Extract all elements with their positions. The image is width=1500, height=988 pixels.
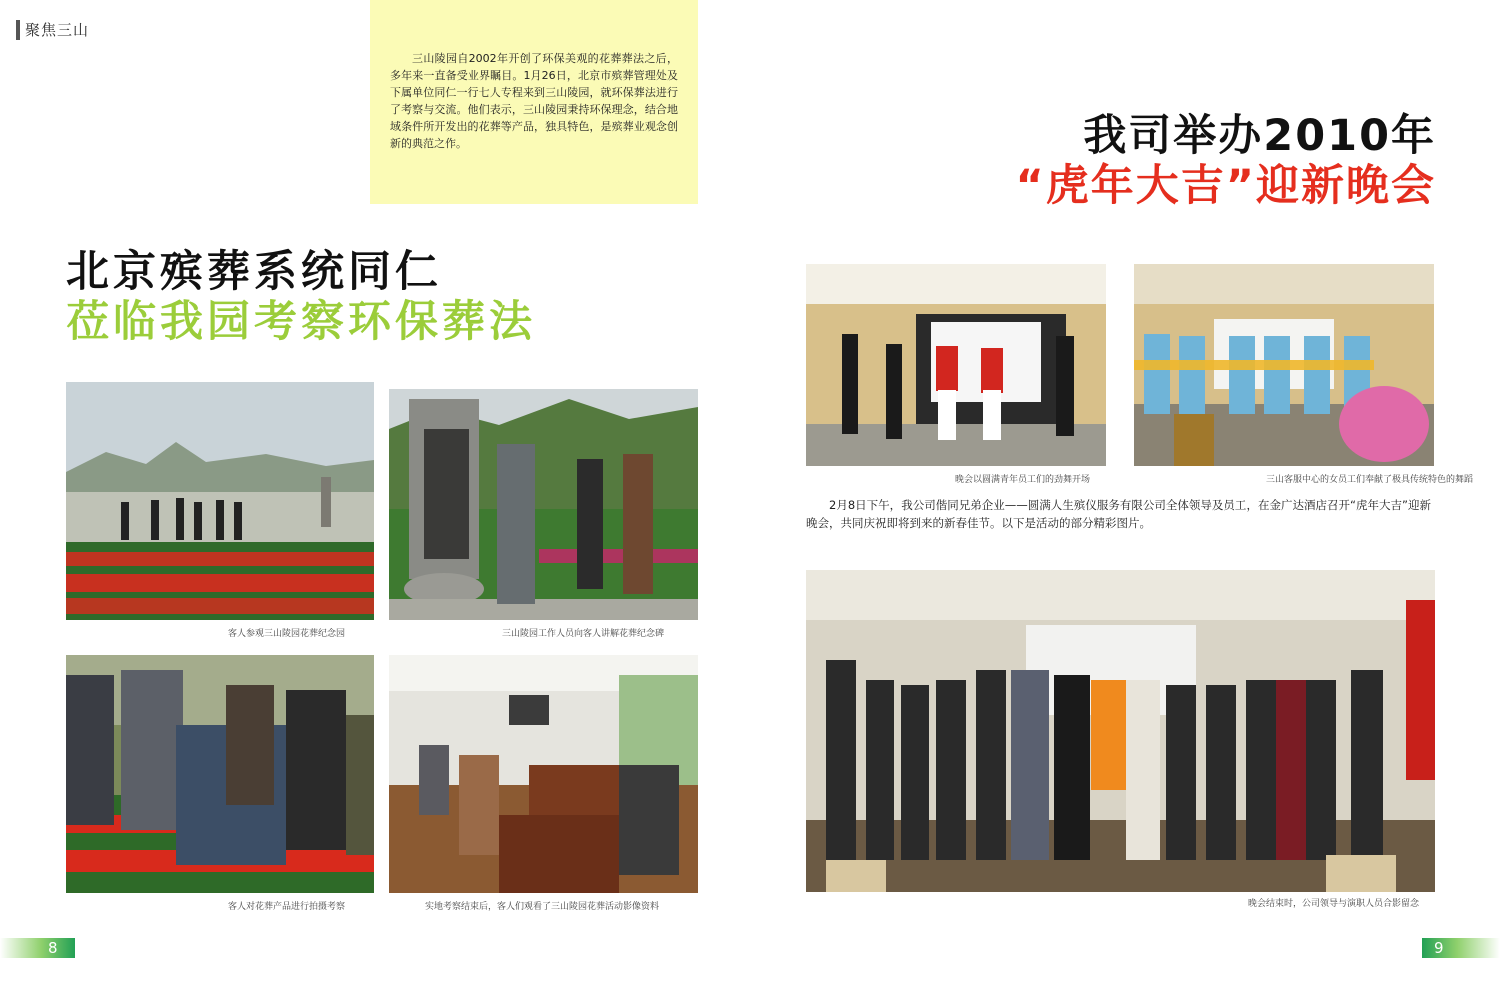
caption-photo-3: 客人对花葬产品进行拍摄考察 [228, 902, 346, 912]
right-headline-line2: “虎年大吉”迎新晚会 [1015, 161, 1436, 211]
caption-photo-2: 三山陵园工作人员向客人讲解花葬纪念碑 [502, 629, 665, 639]
photo-meeting-room [389, 655, 698, 893]
photo-opening-dance [806, 264, 1106, 466]
caption-photo-7: 晚会结束时，公司领导与演职人员合影留念 [1248, 899, 1420, 909]
caption-photo-5: 晚会以圆满青年员工们的劲舞开场 [955, 475, 1091, 485]
intro-text: 三山陵园自2002年开创了环保美观的花葬葬法之后，多年来一直备受业界瞩目。1月26日，北京市殡葬管理处及下属单位同仁一行七人专程来到三山陵园，就环保葬法进行了考察与交流。他们表示，三山陵园秉持环保理念，结合地域条件所开发出的花葬等产品，独具特色，是殡葬业观念创新的典范之作。 [390, 52, 678, 150]
photo-group-picture [806, 570, 1435, 892]
left-headline-line1: 北京殡葬系统同仁 [66, 247, 442, 297]
caption-photo-4: 实地考察结束后，客人们观看了三山陵园花葬活动影像资料 [425, 902, 660, 912]
event-paragraph: 2月8日下午，我公司偕同兄弟企业——圆满人生殡仪服务有限公司全体领导及员工，在金广达酒店召开“虎年大吉”迎新晚会，共同庆祝即将到来的新春佳节。以下是活动的部分精彩图片。 [806, 498, 1431, 530]
section-marker-bar [16, 20, 20, 40]
page-tab-left [0, 938, 75, 958]
photo-memorial-monument [389, 389, 698, 620]
photo-traditional-dance [1134, 264, 1434, 466]
intro-box [370, 0, 698, 204]
caption-photo-1: 客人参观三山陵园花葬纪念园 [228, 629, 346, 639]
section-label: 聚焦三山 [25, 21, 90, 39]
photo-memorial-garden [66, 382, 374, 620]
page-number-right: 9 [1434, 939, 1444, 957]
caption-photo-6: 三山客服中心的女员工们奉献了极具传统特色的舞蹈 [1266, 475, 1474, 485]
page-number-left: 8 [48, 939, 58, 957]
photo-filming-products [66, 655, 374, 893]
left-headline-line2: 莅临我园考察环保葬法 [66, 297, 536, 347]
right-headline-line1: 我司举办2010年 [1083, 111, 1436, 161]
